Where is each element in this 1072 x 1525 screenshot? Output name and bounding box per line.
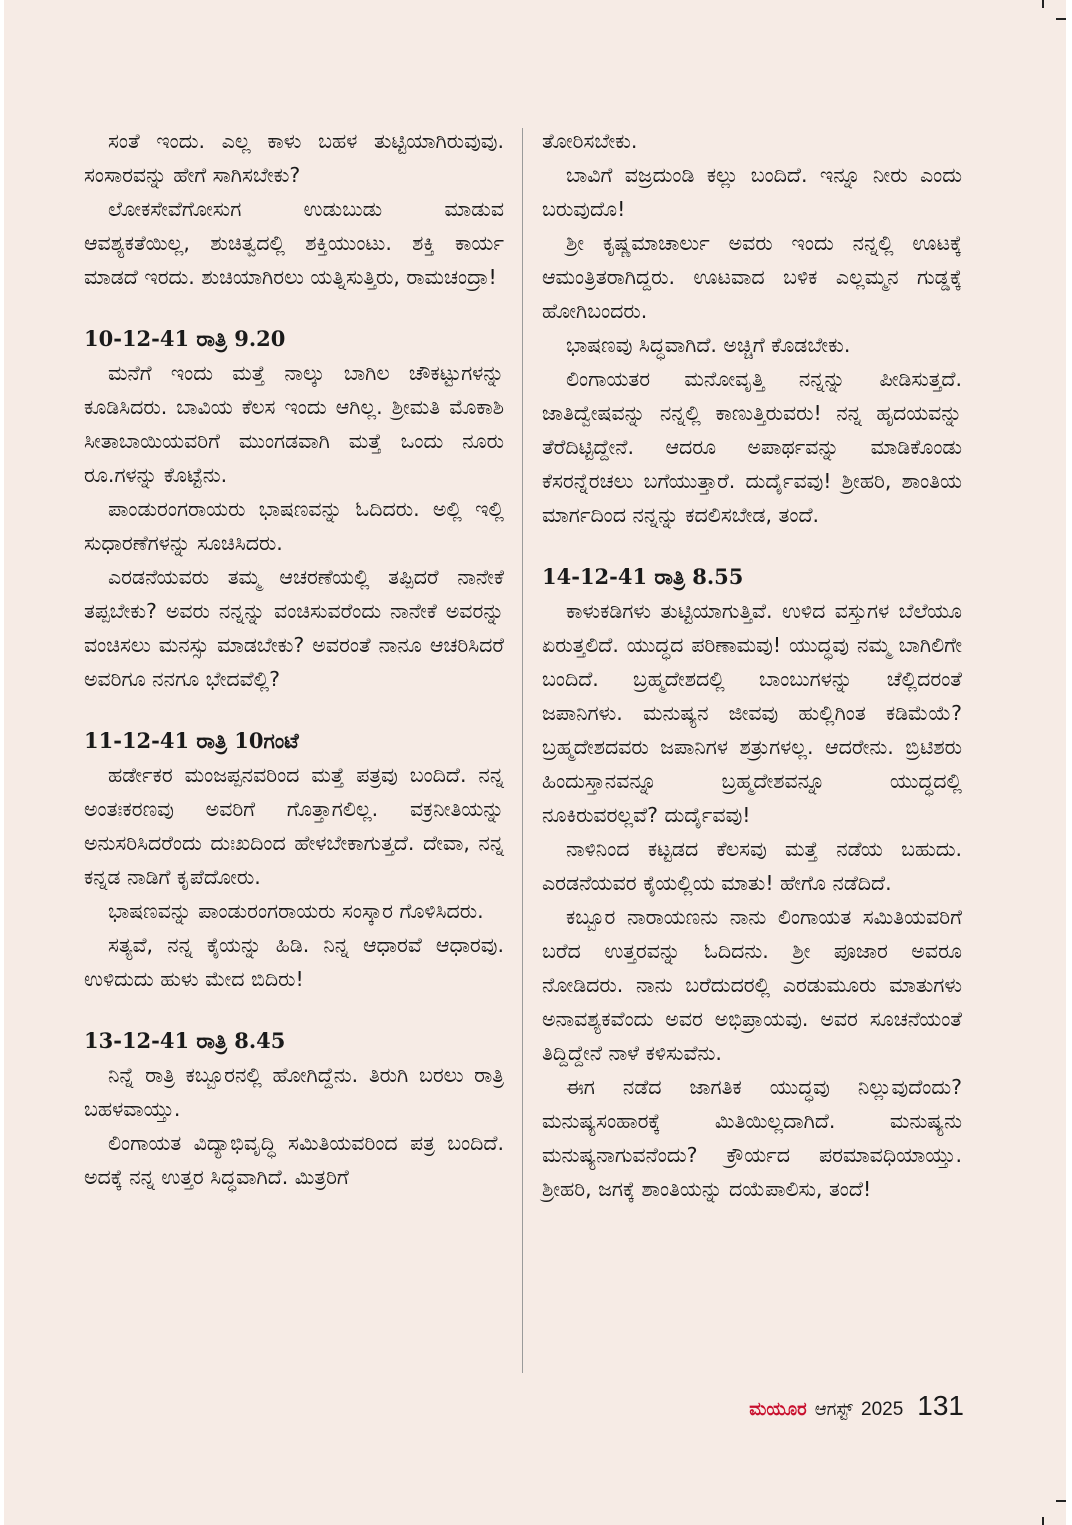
diary-entry-date: 11-12-41 ರಾತ್ರಿ 10ಗಂಟೆ [84, 728, 299, 753]
diary-entry-date: 13-12-41 ರಾತ್ರಿ 8.45 [84, 1028, 286, 1053]
diary-paragraph: ಲಿಂಗಾಯತ ವಿದ್ಯಾಭಿವೃದ್ಧಿ ಸಮಿತಿಯವರಿಂದ ಪತ್ರ ಬಂದಿದೆ. ಅದಕ್ಕೆ ನನ್ನ ಉತ್ತರ ಸಿದ್ಧವಾಗಿದೆ. ಮಿತ್ರರಿಗೆ [84, 1131, 504, 1189]
diary-entry-date: 10-12-41 ರಾತ್ರಿ 9.20 [84, 326, 286, 351]
diary-paragraph: ನಾಳಿನಿಂದ ಕಟ್ಟಡದ ಕೆಲಸವು ಮತ್ತೆ ನಡೆಯ ಬಹುದು. ಎರಡನೆಯವರ ಕೈಯಲ್ಲಿಯ ಮಾತು! ಹೇಗೊ ನಡೆದಿದೆ. [542, 837, 962, 895]
diary-paragraph: ಬಾವಿಗೆ ವಜ್ರದುಂಡಿ ಕಲ್ಲು ಬಂದಿದೆ. ಇನ್ನೂ ನೀರು ಎಂದು ಬರುವುದೊ! [542, 163, 962, 221]
column-divider [522, 128, 523, 1373]
diary-paragraph: ಮನೆಗೆ ಇಂದು ಮತ್ತೆ ನಾಲ್ಕು ಬಾಗಿಲ ಚೌಕಟ್ಟುಗಳನ್ನು ಕೂಡಿಸಿದರು. ಬಾವಿಯ ಕೆಲಸ ಇಂದು ಆಗಿಲ್ಲ. ಶ್ರೀಮತಿ ಮೊಕಾಶಿ ಸೀತಾಬಾಯಿಯವರಿಗೆ ಮುಂಗಡವಾಗಿ ಮತ್ತೆ ಒಂದು ನೂರು ರೂ.ಗಳನ್ನು ಕೊಟ್ಟೆನು. [84, 361, 504, 487]
diary-paragraph: ನಿನ್ನೆ ರಾತ್ರಿ ಕಬ್ಬೂರನಲ್ಲಿ ಹೋಗಿದ್ದೆನು. ತಿರುಗಿ ಬರಲು ರಾತ್ರಿ ಬಹಳವಾಯ್ತು. [84, 1063, 504, 1121]
right-column [542, 124, 962, 1206]
left-column [84, 124, 504, 1194]
diary-paragraph: ಲೋಕಸೇವೆಗೋಸುಗ ಉಡುಬುಡು ಮಾಡುವ ಆವಶ್ಯಕತೆಯಿಲ್ಲ, ಶುಚಿತ್ವದಲ್ಲಿ ಶಕ್ತಿಯುಂಟು. ಶಕ್ತಿ ಕಾರ್ಯ ಮಾಡದೆ ಇರದು. ಶುಚಿಯಾಗಿರಲು ಯತ್ನಿಸುತ್ತಿರು, ರಾಮಚಂದ್ರಾ! [84, 197, 504, 289]
diary-entry-date: 14-12-41 ರಾತ್ರಿ 8.55 [542, 564, 744, 589]
page-footer [749, 1390, 964, 1430]
diary-paragraph: ಹರ್ಡೇಕರ ಮಂಜಪ್ಪನವರಿಂದ ಮತ್ತೆ ಪತ್ರವು ಬಂದಿದೆ. ನನ್ನ ಅಂತಃಕರಣವು ಅವರಿಗೆ ಗೊತ್ತಾಗಲಿಲ್ಲ. ವಕ್ರನೀತಿಯನ್ನು ಅನುಸರಿಸಿದರೆಂದು ದುಃಖದಿಂದ ಹೇಳಬೇಕಾಗುತ್ತದೆ. ದೇವಾ, ನನ್ನ ಕನ್ನಡ ನಾಡಿಗೆ ಕೃಪೆದೋರು. [84, 763, 504, 889]
diary-paragraph: ಭಾಷಣವು ಸಿದ್ಧವಾಗಿದೆ. ಅಚ್ಚಿಗೆ ಕೊಡಬೇಕು. [566, 333, 851, 357]
diary-paragraph: ಲಿಂಗಾಯತರ ಮನೋವೃತ್ತಿ ನನ್ನನ್ನು ಪೀಡಿಸುತ್ತದೆ. ಜಾತಿದ್ವೇಷವನ್ನು ನನ್ನಲ್ಲಿ ಕಾಣುತ್ತಿರುವರು! ನನ್ನ ಹೃದಯವನ್ನು ತೆರೆದಿಟ್ಟಿದ್ದೇನೆ. ಆದರೂ ಅಪಾರ್ಥವನ್ನು ಮಾಡಿಕೊಂಡು ಕೆಸರನ್ನೆರಚಲು ಬಗೆಯುತ್ತಾರೆ. ದುರ್ದೈವವು! ಶ್ರೀಹರಿ, ಶಾಂತಿಯ ಮಾರ್ಗದಿಂದ ನನ್ನನ್ನು ಕದಲಿಸಬೇಡ, ತಂದೆ. [542, 367, 962, 527]
diary-paragraph: ಕಬ್ಬೂರ ನಾರಾಯಣನು ನಾನು ಲಿಂಗಾಯತ ಸಮಿತಿಯವರಿಗೆ ಬರೆದ ಉತ್ತರವನ್ನು ಓದಿದನು. ಶ್ರೀ ಪೂಜಾರ ಅವರೂ ನೋಡಿದರು. ನಾನು ಬರೆದುದರಲ್ಲಿ ಎರಡುಮೂರು ಮಾತುಗಳು ಅನಾವಶ್ಯಕವೆಂದು ಅವರ ಅಭಿಪ್ರಾಯವು. ಅವರ ಸೂಚನೆಯಂತೆ ತಿದ್ದಿದ್ದೇನೆ ನಾಳೆ ಕಳಿಸುವೆನು. [542, 905, 962, 1065]
diary-paragraph: ಪಾಂಡುರಂಗರಾಯರು ಭಾಷಣವನ್ನು ಓದಿದರು. ಅಲ್ಲಿ ಇಲ್ಲಿ ಸುಧಾರಣೆಗಳನ್ನು ಸೂಚಿಸಿದರು. [84, 497, 504, 555]
diary-paragraph: ಕಾಳುಕಡಿಗಳು ತುಟ್ಟಿಯಾಗುತ್ತಿವೆ. ಉಳಿದ ವಸ್ತುಗಳ ಬೆಲೆಯೂ ಏರುತ್ತಲಿದೆ. ಯುದ್ಧದ ಪರಿಣಾಮವು! ಯುದ್ಧವು ನಮ್ಮ ಬಾಗಿಲಿಗೇ ಬಂದಿದೆ. ಬ್ರಹ್ಮದೇಶದಲ್ಲಿ ಬಾಂಬುಗಳನ್ನು ಚೆಲ್ಲಿದರಂತೆ ಜಪಾನಿಗಳು. ಮನುಷ್ಯನ ಜೀವವು ಹುಲ್ಲಿಗಿಂತ ಕಡಿಮೆಯೆ? ಬ್ರಹ್ಮದೇಶದವರು ಜಪಾನಿಗಳ ಶತ್ರುಗಳಲ್ಲ. ಆದರೇನು. ಬ್ರಿಟಿಶರು ಹಿಂದುಸ್ತಾನವನ್ನೂ ಬ್ರಹ್ಮದೇಶವನ್ನೂ ಯುದ್ಧದಲ್ಲಿ ನೂಕಿರುವರಲ್ಲವೆ? ದುರ್ದೈವವು! [542, 599, 962, 827]
diary-paragraph: ಶ್ರೀ ಕೃಷ್ಣಮಾಚಾರ್ಲು ಅವರು ಇಂದು ನನ್ನಲ್ಲಿ ಊಟಕ್ಕೆ ಆಮಂತ್ರಿತರಾಗಿದ್ದರು. ಊಟವಾದ ಬಳಿಕ ಎಲ್ಲಮ್ಮನ ಗುಡ್ಡಕ್ಕೆ ಹೋಗಿಬಂದರು. [542, 231, 962, 323]
diary-paragraph: ಎರಡನೆಯವರು ತಮ್ಮ ಆಚರಣೆಯಲ್ಲಿ ತಪ್ಪಿದರೆ ನಾನೇಕೆ ತಪ್ಪಬೇಕು? ಅವರು ನನ್ನನ್ನು ವಂಚಿಸುವರೆಂದು ನಾನೇಕೆ ಅವರನ್ನು ವಂಚಿಸಲು ಮನಸ್ಸು ಮಾಡಬೇಕು? ಅವರಂತೆ ನಾನೂ ಆಚರಿಸಿದರೆ ಅವರಿಗೂ ನನಗೂ ಭೇದವೆಲ್ಲಿ? [84, 565, 504, 691]
crop-mark [1042, 1517, 1044, 1525]
page-number: 131 [917, 1390, 964, 1421]
diary-paragraph: ಭಾಷಣವನ್ನು ಪಾಂಡುರಂಗರಾಯರು ಸಂಸ್ಕಾರ ಗೊಳಿಸಿದರು. [108, 899, 484, 923]
crop-mark [1056, 18, 1066, 20]
issue-month: ಆಗಸ್ಟ್ [814, 1399, 853, 1420]
magazine-brand: ಮಯೂರ [749, 1399, 807, 1420]
diary-paragraph: ತೋರಿಸಬೇಕು. [542, 129, 638, 153]
diary-paragraph: ಸತ್ಯವೆ, ನನ್ನ ಕೈಯನ್ನು ಹಿಡಿ. ನಿನ್ನ ಆಧಾರವೆ ಆಧಾರವು. ಉಳಿದುದು ಹುಳು ಮೇದ ಬಿದಿರು! [84, 933, 504, 991]
crop-mark [1042, 0, 1044, 8]
crop-mark [1056, 1500, 1066, 1502]
diary-paragraph: ಈಗ ನಡೆದ ಜಾಗತಿಕ ಯುದ್ಧವು ನಿಲ್ಲುವುದೆಂದು? ಮನುಷ್ಯಸಂಹಾರಕ್ಕೆ ಮಿತಿಯಿಲ್ಲದಾಗಿದೆ. ಮನುಷ್ಯನು ಮನುಷ್ಯನಾಗುವನೆಂದು? ಕ್ರೌರ್ಯದ ಪರಮಾವಧಿಯಾಯ್ತು. ಶ್ರೀಹರಿ, ಜಗಕ್ಕೆ ಶಾಂತಿಯನ್ನು ದಯೆಪಾಲಿಸು, ತಂದೆ! [542, 1075, 962, 1201]
diary-paragraph: ಸಂತೆ ಇಂದು. ಎಲ್ಲ ಕಾಳು ಬಹಳ ತುಟ್ಟಿಯಾಗಿರುವುವು. ಸಂಸಾರವನ್ನು ಹೇಗೆ ಸಾಗಿಸಬೇಕು? [84, 129, 504, 187]
issue-year: 2025 [861, 1399, 904, 1420]
